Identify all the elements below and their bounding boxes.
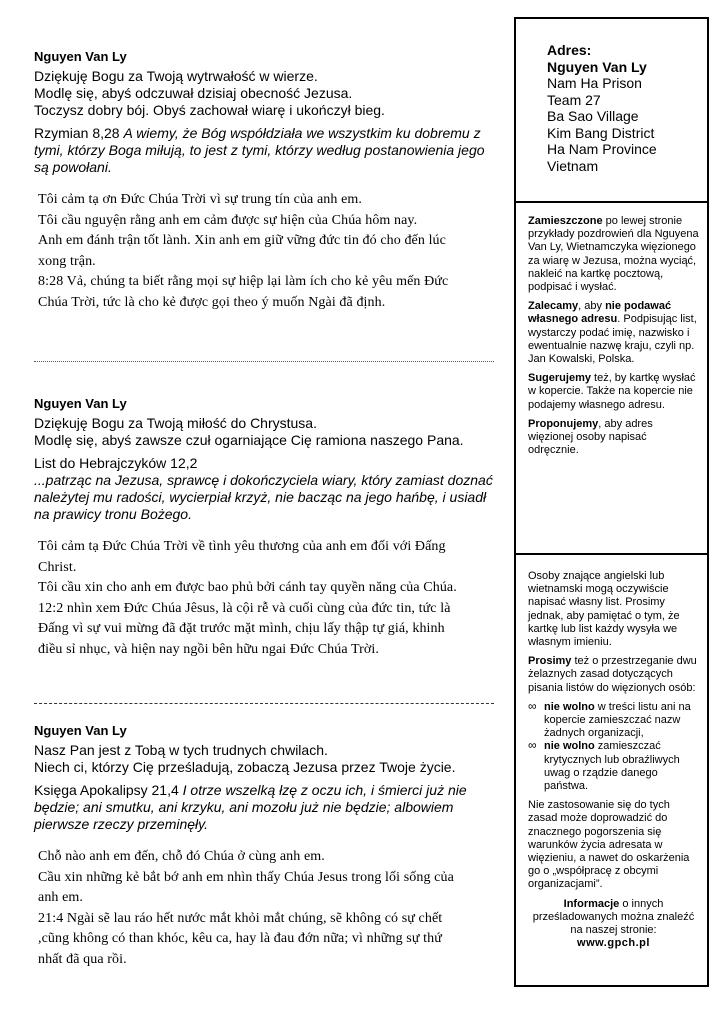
more-info-paragraph bbox=[528, 898, 699, 951]
instruction-text: . Podpisując list, wystarczy podać imię, nazwisko i ewentualnie nazwę kraju, czyli np. Jan Kowalski, Polska. bbox=[528, 313, 697, 366]
sidebar bbox=[514, 17, 709, 987]
greeting-card-1 bbox=[34, 49, 494, 313]
polish-line: Niech ci, którzy Cię prześladują, zobaczą Jezusa przez Twoje życie. bbox=[34, 759, 456, 775]
instruction-bold: Zalecamy bbox=[528, 300, 579, 313]
rules-paragraph bbox=[528, 655, 699, 695]
rules-box bbox=[516, 555, 707, 987]
bible-verse bbox=[34, 125, 494, 176]
instruction-bold: Zamieszczone bbox=[528, 215, 603, 227]
vietnamese-line: Anh em đánh trận tốt lành. Xin anh em giữ vững đức tin đó cho đến lúc bbox=[38, 233, 446, 248]
rules-text: zamieszczać krytycznych lub obraźliwych uwag o rządzie danego państwa. bbox=[544, 740, 680, 793]
rules-text: o innych prześladowanych można znaleźć na naszej stronie: bbox=[532, 897, 695, 937]
vietnamese-translation bbox=[38, 847, 494, 970]
rules-list bbox=[528, 698, 699, 793]
vietnamese-line: Tôi cảm tạ Đức Chúa Trời về tình yêu thương của anh em đối với Đấng bbox=[38, 539, 446, 554]
instruction-text: też, by kartkę wysłać w kopercie. Także na kopercie nie podajemy własnego adresu. bbox=[528, 372, 696, 411]
vietnamese-line: Tôi cảm tạ ơn Đức Chúa Trời vì sự trung tín của anh em. bbox=[38, 192, 362, 207]
polish-line: Dziękuję Bogu za Twoją wytrwałość w wierze. bbox=[34, 68, 318, 84]
instructions-box bbox=[516, 203, 707, 555]
rules-bold: Informacje bbox=[563, 897, 620, 910]
address-line: Ha Nam Province bbox=[547, 141, 657, 157]
greeting-card-3 bbox=[34, 723, 494, 970]
vietnamese-line: Tôi cầu xin cho anh em được bao phủ bởi cánh tay quyền năng của Chúa. bbox=[38, 580, 457, 595]
vietnamese-line: điều sỉ nhục, và hiện nay ngồi bên hữu ngai Đức Chúa Trời. bbox=[38, 641, 380, 657]
greeting-card-2 bbox=[34, 396, 494, 660]
vietnamese-line: 12:2 nhìn xem Đức Chúa Jêsus, là cội rễ và cuối cùng của đức tin, tức là bbox=[38, 600, 451, 616]
vietnamese-line: xong trận. bbox=[38, 253, 96, 269]
instruction-text: , aby bbox=[578, 300, 606, 313]
infinity-bullet-icon: ∞ bbox=[528, 738, 537, 753]
address-line: Nam Ha Prison bbox=[547, 75, 642, 91]
bible-verse bbox=[34, 455, 494, 523]
polish-line: Nasz Pan jest z Tobą w tych trudnych chwilach. bbox=[34, 742, 328, 758]
rules-text: też o przestrzeganie dwu żelaznych zasad dotyczących pisania listów do więzionych osób: bbox=[528, 655, 697, 694]
verse-reference: Rzymian 8,28 bbox=[34, 125, 120, 141]
instruction-bold: nie podawać własnego adresu bbox=[528, 300, 672, 326]
vietnamese-line: Christ. bbox=[38, 559, 77, 575]
rules-bold: Prosimy bbox=[528, 655, 572, 668]
polish-line: Toczysz dobry bój. Obyś zachował wiarę i ukończył bieg. bbox=[34, 102, 385, 118]
card-recipient-name: Nguyen Van Ly bbox=[34, 723, 127, 738]
polish-line: Dziękuję Bogu za Twoją miłość do Chrystusa. bbox=[34, 415, 317, 431]
instruction-paragraph bbox=[528, 418, 699, 458]
cut-line-dotted bbox=[34, 361, 494, 362]
vietnamese-line: 8:28 Vả, chúng ta biết rằng mọi sự hiệp lại làm ích cho kẻ yêu mến Đức bbox=[38, 274, 449, 289]
rules-text: w treści listu ani na kopercie zamieszczać nazw żadnych organizacji, bbox=[544, 700, 691, 740]
website-link[interactable]: www.gpch.pl bbox=[577, 937, 650, 950]
verse-text: I otrze wszelką łzę z oczu ich, i śmierci już nie będzie; ani smutku, ani krzyku, ani mozołu już nie będzie; albowiem pierwsze rzeczy przeminęły. bbox=[34, 782, 467, 832]
rules-list-item bbox=[528, 740, 699, 793]
address-line: Kim Bang District bbox=[547, 124, 655, 141]
bible-verse bbox=[34, 782, 494, 833]
card-recipient-name: Nguyen Van Ly bbox=[34, 49, 127, 64]
card-recipient-name: Nguyen Van Ly bbox=[34, 396, 127, 411]
verse-reference: Księga Apokalipsy 21,4 bbox=[34, 782, 179, 798]
instruction-bold: Proponujemy bbox=[528, 417, 599, 430]
cut-line-dashed bbox=[34, 703, 494, 704]
vietnamese-line: ,cũng không có than khóc, kêu ca, hay là đau đớn nữa; vì những sự thứ bbox=[38, 931, 442, 946]
address-name: Nguyen Van Ly bbox=[547, 58, 647, 75]
vietnamese-line: 21:4 Ngài sẽ lau ráo hết nước mắt khỏi mắt chúng, sẽ không có sự chết bbox=[38, 910, 443, 926]
vietnamese-translation bbox=[38, 190, 494, 313]
vietnamese-translation bbox=[38, 537, 494, 660]
instruction-paragraph bbox=[528, 372, 699, 412]
rules-paragraph: Nie zastosowanie się do tych zasad może doprowadzić do znacznego pogorszenia się warunków życia adresata w więzieniu, a nawet do oskarżenia go o „współpracę z obcymi organizacjami”. bbox=[528, 799, 690, 891]
vietnamese-line: Đấng vì sự vui mừng đã đặt trước mặt mình, chịu lấy thập tự giá, khinh bbox=[38, 621, 445, 636]
verse-text: A wiemy, że Bóg współdziała we wszystkim ku dobremu z tymi, którzy Boga miłują, to jest z tymi, którzy według postanowienia jego są powołani. bbox=[34, 125, 485, 175]
address-line: Vietnam bbox=[547, 157, 599, 174]
vietnamese-line: Cầu xin những kẻ bắt bớ anh em nhìn thấy Chúa Jesus trong lối sống của bbox=[38, 869, 454, 885]
address-label: Adres: bbox=[547, 42, 592, 58]
address-box bbox=[516, 19, 707, 203]
rules-list-item bbox=[528, 698, 699, 741]
vietnamese-line: nhất đã qua rồi. bbox=[38, 951, 127, 967]
polish-line: Modlę się, abyś odczuwał dzisiaj obecność Jezusa. bbox=[34, 85, 353, 101]
vietnamese-line: Chỗ nào anh em đến, chỗ đó Chúa ở cùng anh em. bbox=[38, 849, 325, 864]
vietnamese-line: Tôi cầu nguyện rằng anh em cảm được sự hiện của Chúa hôm nay. bbox=[38, 212, 418, 228]
instruction-paragraph bbox=[528, 215, 699, 294]
vietnamese-line: Chúa Trời, tức là cho kẻ được gọi theo ý muốn Ngài đã định. bbox=[38, 294, 386, 310]
polish-line: Modlę się, abyś zawsze czuł ogarniające Cię ramiona naszego Pana. bbox=[34, 432, 464, 448]
rules-paragraph: Osoby znające angielski lub wietnamski mogą oczywiście napisać własny list. Prosimy jednak, aby pamiętać o tym, że kartkę lub list każdy wysyła we własnym imieniu. bbox=[528, 570, 680, 649]
infinity-bullet-icon: ∞ bbox=[528, 698, 537, 713]
rules-bold: nie wolno bbox=[544, 700, 595, 713]
verse-text: ...patrząc na Jezusa, sprawcę i dokończyciela wiary, który zamiast doznać należytej mu radości, wycierpiał krzyż, nie bacząc na jego hańbę, i usiadł na prawicy tronu Bożego. bbox=[34, 472, 493, 522]
address-line: Ba Sao Village bbox=[547, 108, 639, 124]
verse-reference: List do Hebrajczyków 12,2 bbox=[34, 455, 198, 471]
rules-bold: nie wolno bbox=[544, 740, 595, 753]
address-line: Team 27 bbox=[547, 91, 601, 108]
instruction-paragraph bbox=[528, 300, 699, 366]
vietnamese-line: anh em. bbox=[38, 890, 84, 905]
instruction-bold: Sugerujemy bbox=[528, 372, 591, 385]
instruction-text: po lewej stronie przykłady pozdrowień dla Nguyena Van Ly, Wietnamczyka więzionego za wiarę w Jezusa, można wyciąć, nakleić na kartkę pocztową, podpisać i wysłać. bbox=[528, 215, 699, 294]
instruction-text: , aby adres więzionej osoby napisać odręcznie. bbox=[528, 417, 653, 457]
